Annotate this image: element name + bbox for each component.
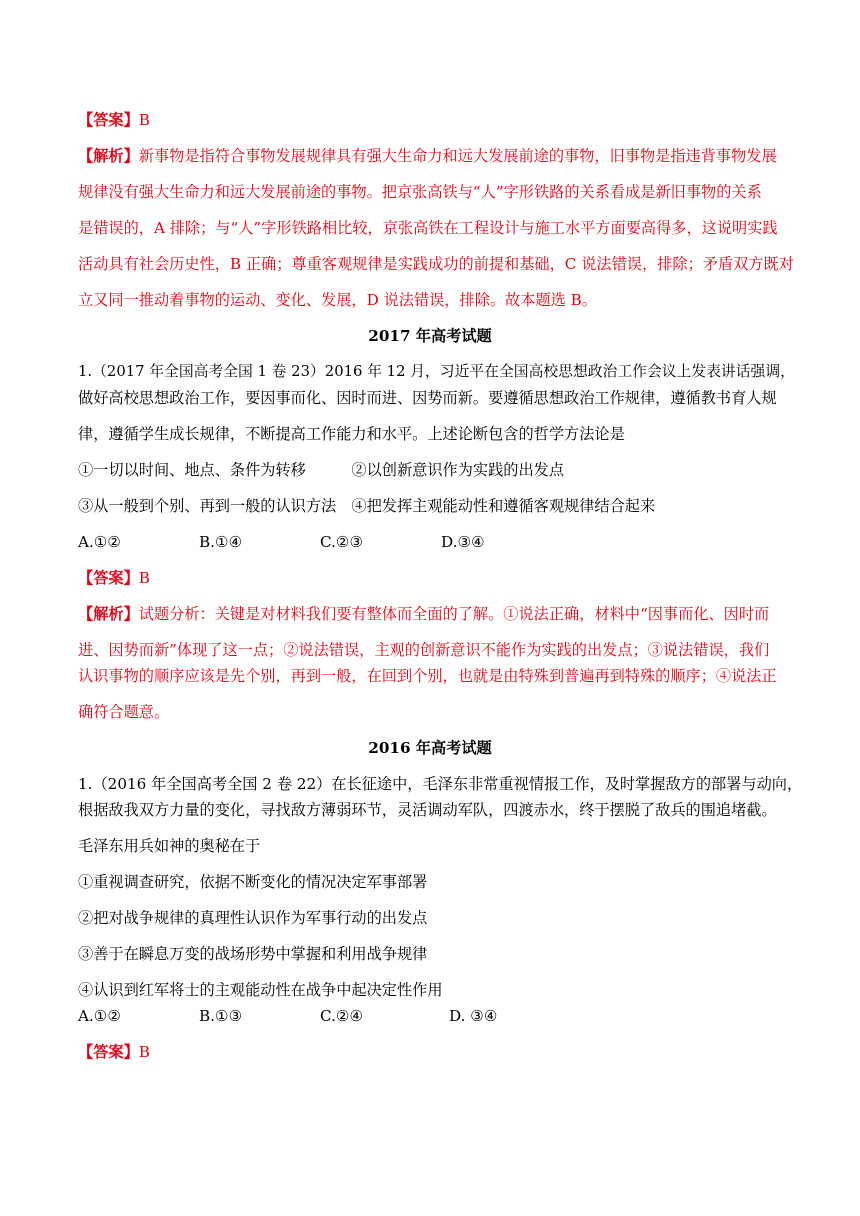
analysis-text: 活动具有社会历史性，B 正确；尊重客观规律是实践成功的前提和基础，C 说法错误，排除；矛盾双方既对 — [78, 255, 794, 273]
option-row: ③从一般到个别、再到一般的认识方法 ④把发挥主观能动性和遵循客观规律结合起来 — [78, 497, 656, 515]
analysis-tag: 【解析】 — [78, 147, 139, 165]
answer-tag: 【答案】 — [78, 569, 139, 587]
choice-b: B.①③ — [199, 1007, 243, 1025]
answer-line — [78, 110, 150, 130]
answer-line — [78, 568, 150, 588]
analysis-text: 确符合题意。 — [78, 703, 170, 721]
analysis-line — [78, 604, 769, 624]
option-item: ③善于在瞬息万变的战场形势中掌握和利用战争规律 — [78, 945, 428, 963]
option-item: ②把对战争规律的真理性认识作为军事行动的出发点 — [78, 909, 428, 927]
analysis-text: 新事物是指符合事物发展规律具有强大生命力和远大发展前途的事物，旧事物是指违背事物发展 — [138, 147, 777, 165]
answer-value: B — [138, 111, 150, 129]
choice-b: B.①④ — [199, 533, 243, 551]
option-row: ①一切以时间、地点、条件为转移 ②以创新意识作为实践的出发点 — [78, 461, 564, 479]
analysis-tag: 【解析】 — [78, 605, 139, 623]
choice-c: C.②④ — [320, 1007, 364, 1025]
option-item: ④认识到红军将士的主观能动性在战争中起决定性作用 — [78, 981, 443, 999]
analysis-text: 立又同一推动着事物的运动、变化、发展，D 说法错误，排除。故本题选 B。 — [78, 291, 597, 309]
question-text: 1.（2017 年全国高考全国 1 卷 23）2016 年 12 月，习近平在全国高校思想政治工作会议上发表讲话强调， — [78, 363, 795, 380]
answer-value: B — [138, 569, 150, 587]
choice-a: A.①② — [78, 533, 122, 551]
choice-a: A.①② — [78, 1007, 122, 1025]
question-text: 律，遵循学生成长规律，不断提高工作能力和水平。上述论断包含的哲学方法论是 — [78, 425, 625, 443]
question-text: 1.（2016 年全国高考全国 2 卷 22）在长征途中，毛泽东非常重视情报工作，及时掌握敌方的部署与动向， — [78, 775, 803, 793]
choice-d: D.③④ — [441, 533, 485, 551]
analysis-text: 规律没有强大生命力和远大发展前途的事物。把京张高铁与“人”字形铁路的关系看成是新旧事物的关系 — [78, 183, 762, 201]
answer-tag: 【答案】 — [78, 1043, 139, 1061]
analysis-text: 是错误的，A 排除；与“人”字形铁路相比较，京张高铁在工程设计与施工水平方面要高得多，这说明实践 — [78, 219, 778, 237]
question-text: 根据敌我双方力量的变化，寻找敌方薄弱环节，灵活调动军队，四渡赤水，终于摆脱了敌兵的围追堵截。 — [78, 801, 777, 819]
analysis-text: 试题分析：关键是对材料我们要有整体而全面的了解。①说法正确，材料中“因事而化、因时而 — [138, 605, 770, 623]
analysis-text: 进、因势而新”体现了这一点；②说法错误，主观的创新意识不能作为实践的出发点；③说法错误，我们 — [78, 641, 770, 659]
question-text: 做好高校思想政治工作，要因事而化、因时而进、因势而新。要遵循思想政治工作规律，遵循教书育人规 — [78, 389, 777, 407]
answer-value: B — [138, 1043, 150, 1061]
answer-tag: 【答案】 — [78, 111, 139, 129]
option-item: ①重视调查研究，依据不断变化的情况决定军事部署 — [78, 873, 428, 891]
analysis-text: 认识事物的顺序应该是先个别，再到一般，在回到个别，也就是由特殊到普遍再到特殊的顺序；④说法正 — [78, 667, 777, 685]
question-text: 毛泽东用兵如神的奥秘在于 — [78, 837, 261, 855]
choice-d: D. ③④ — [449, 1007, 498, 1025]
section-heading: 2016 年高考试题 — [368, 739, 492, 757]
analysis-line — [78, 146, 777, 166]
answer-line — [78, 1042, 150, 1062]
choice-c: C.②③ — [320, 533, 364, 551]
section-heading: 2017 年高考试题 — [368, 327, 492, 345]
